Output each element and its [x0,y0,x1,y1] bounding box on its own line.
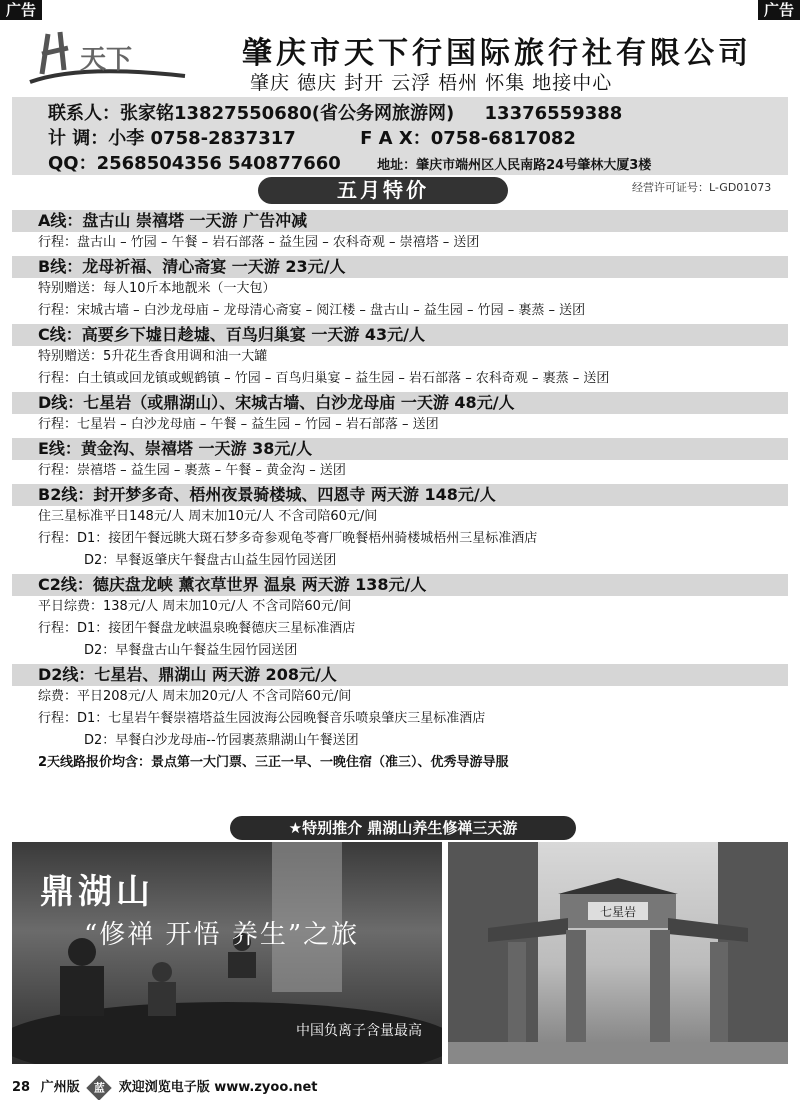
memorial-archway-image [448,842,788,1064]
route-detail: 行程：宋城古墙 – 白沙龙母庙 – 龙母清心斋宴 – 阅江楼 – 盘古山 – 益生园 – 竹园 – 裹蒸 – 送团 [38,303,586,318]
company-logo-icon [20,24,190,90]
header [12,22,788,94]
section-title: 五月特价 [258,177,508,204]
route-detail: 特别赠送：每人10斤本地靓米（一大包） [38,281,276,296]
route-heading: C线：高要乡下墟日趁墟、百鸟归巢宴 一天游 43元/人 [12,324,788,346]
route-detail: 综费：平日208元/人 周末加20元/人 不含司陪60元/间 [38,689,352,704]
page-number: 28 [12,1080,31,1095]
route-heading: D2线：七星岩、鼎湖山 两天游 208元/人 [12,664,788,686]
route-heading: B线：龙母祈福、清心斋宴 一天游 23元/人 [12,256,788,278]
archway-plaque: 七星岩 [599,905,637,919]
edition-badge-icon: 蓝 [86,1075,111,1100]
ad-label-left: 广告 [0,0,42,20]
fax-number: F A X：0758-6817082 [360,128,576,149]
route-detail-day2: D2：早餐白沙龙母庙--竹园裹蒸鼎湖山午餐送团 [84,733,359,748]
route-heading: D线：七星岩（或鼎湖山）、宋城古墙、白沙龙母庙 一天游 48元/人 [12,392,788,414]
route-detail: 行程：盘古山 – 竹园 – 午餐 – 岩石部落 – 益生园 – 农科奇观 – 崇禧塔 – 送团 [38,235,480,250]
photo-caption: 中国负离子含量最高 [296,1023,422,1039]
qq-numbers: QQ：2568504356 540877660 [48,153,341,174]
route-detail: 住三星标准平日148元/人 周末加10元/人 不含司陪60元/间 [38,509,378,524]
website-link[interactable]: 欢迎浏览电子版 www.zyoo.net [118,1080,318,1095]
contact-person: 联系人：张家铭13827550680(省公务网旅游网) [48,103,455,124]
route-detail: 平日综费：138元/人 周末加10元/人 不含司陪60元/间 [38,599,352,614]
license-number: 经营许可证号：L-GD01073 [632,181,772,194]
route-heading: A线：盘古山 崇禧塔 一天游 广告冲减 [12,210,788,232]
route-detail: 特别赠送：5升花生香食用调和油一大罐 [38,349,268,364]
route-heading: C2线：德庆盘龙峡 薰衣草世界 温泉 两天游 138元/人 [12,574,788,596]
company-name: 肇庆市天下行国际旅行社有限公司 [242,36,752,71]
promo-banner: ★特别推介 鼎湖山养生修禅三天游 [230,816,576,840]
ad-label-right: 广告 [758,0,800,20]
route-detail: 行程：D1：七星岩午餐崇禧塔益生园波海公园晚餐音乐喷泉肇庆三星标准酒店 [38,711,486,726]
page-footer [12,1076,324,1097]
contact-panel [12,97,788,175]
dinghu-mountain-photo [12,842,442,1064]
route-detail: 行程：D1：接团午餐盘龙峡温泉晚餐德庆三星标准酒店 [38,621,356,636]
svg-text:天下: 天下 [80,45,133,75]
photo-title: 鼎湖山 [40,872,154,912]
edition-label: 广州版 [40,1080,80,1095]
dispatch-contact: 计 调：小李 0758-2837317 [48,128,296,149]
route-detail-day2: D2：早餐盘古山午餐益生园竹园送团 [84,643,298,658]
two-day-summary: 2天线路报价均含：景点第一大门票、三正一早、一晚住宿（准三）、优秀导游导服 [38,755,509,770]
route-detail: 行程：白土镇或回龙镇或蚬鹤镇 – 竹园 – 百鸟归巢宴 – 益生园 – 岩石部落 – 农科奇观 – 裹蒸 – 送团 [38,371,610,386]
service-regions: 肇庆 德庆 封开 云浮 梧州 怀集 地接中心 [250,72,613,94]
office-address: 地址：肇庆市端州区人民南路24号肇林大厦3楼 [377,158,652,173]
photo-slogan: “修禅 开悟 养生”之旅 [84,920,360,950]
route-list [12,208,788,774]
route-detail: 行程：崇禧塔 – 益生园 – 裹蒸 – 午餐 – 黄金沟 – 送团 [38,463,346,478]
route-detail: 行程：D1：接团午餐远眺大斑石梦多奇参观龟苓膏厂晚餐梧州骑楼城梧州三星标准酒店 [38,531,538,546]
route-detail: 行程：七星岩 – 白沙龙母庙 – 午餐 – 益生园 – 竹园 – 岩石部落 – 送团 [38,417,439,432]
route-heading: E线：黄金沟、崇禧塔 一天游 38元/人 [12,438,788,460]
route-detail-day2: D2：早餐返肇庆午餐盘古山益生园竹园送团 [84,553,337,568]
route-heading: B2线：封开梦多奇、梧州夜景骑楼城、四恩寺 两天游 148元/人 [12,484,788,506]
contact-phone-2: 13376559388 [484,103,623,124]
seven-star-crags-gate-photo [448,842,788,1064]
